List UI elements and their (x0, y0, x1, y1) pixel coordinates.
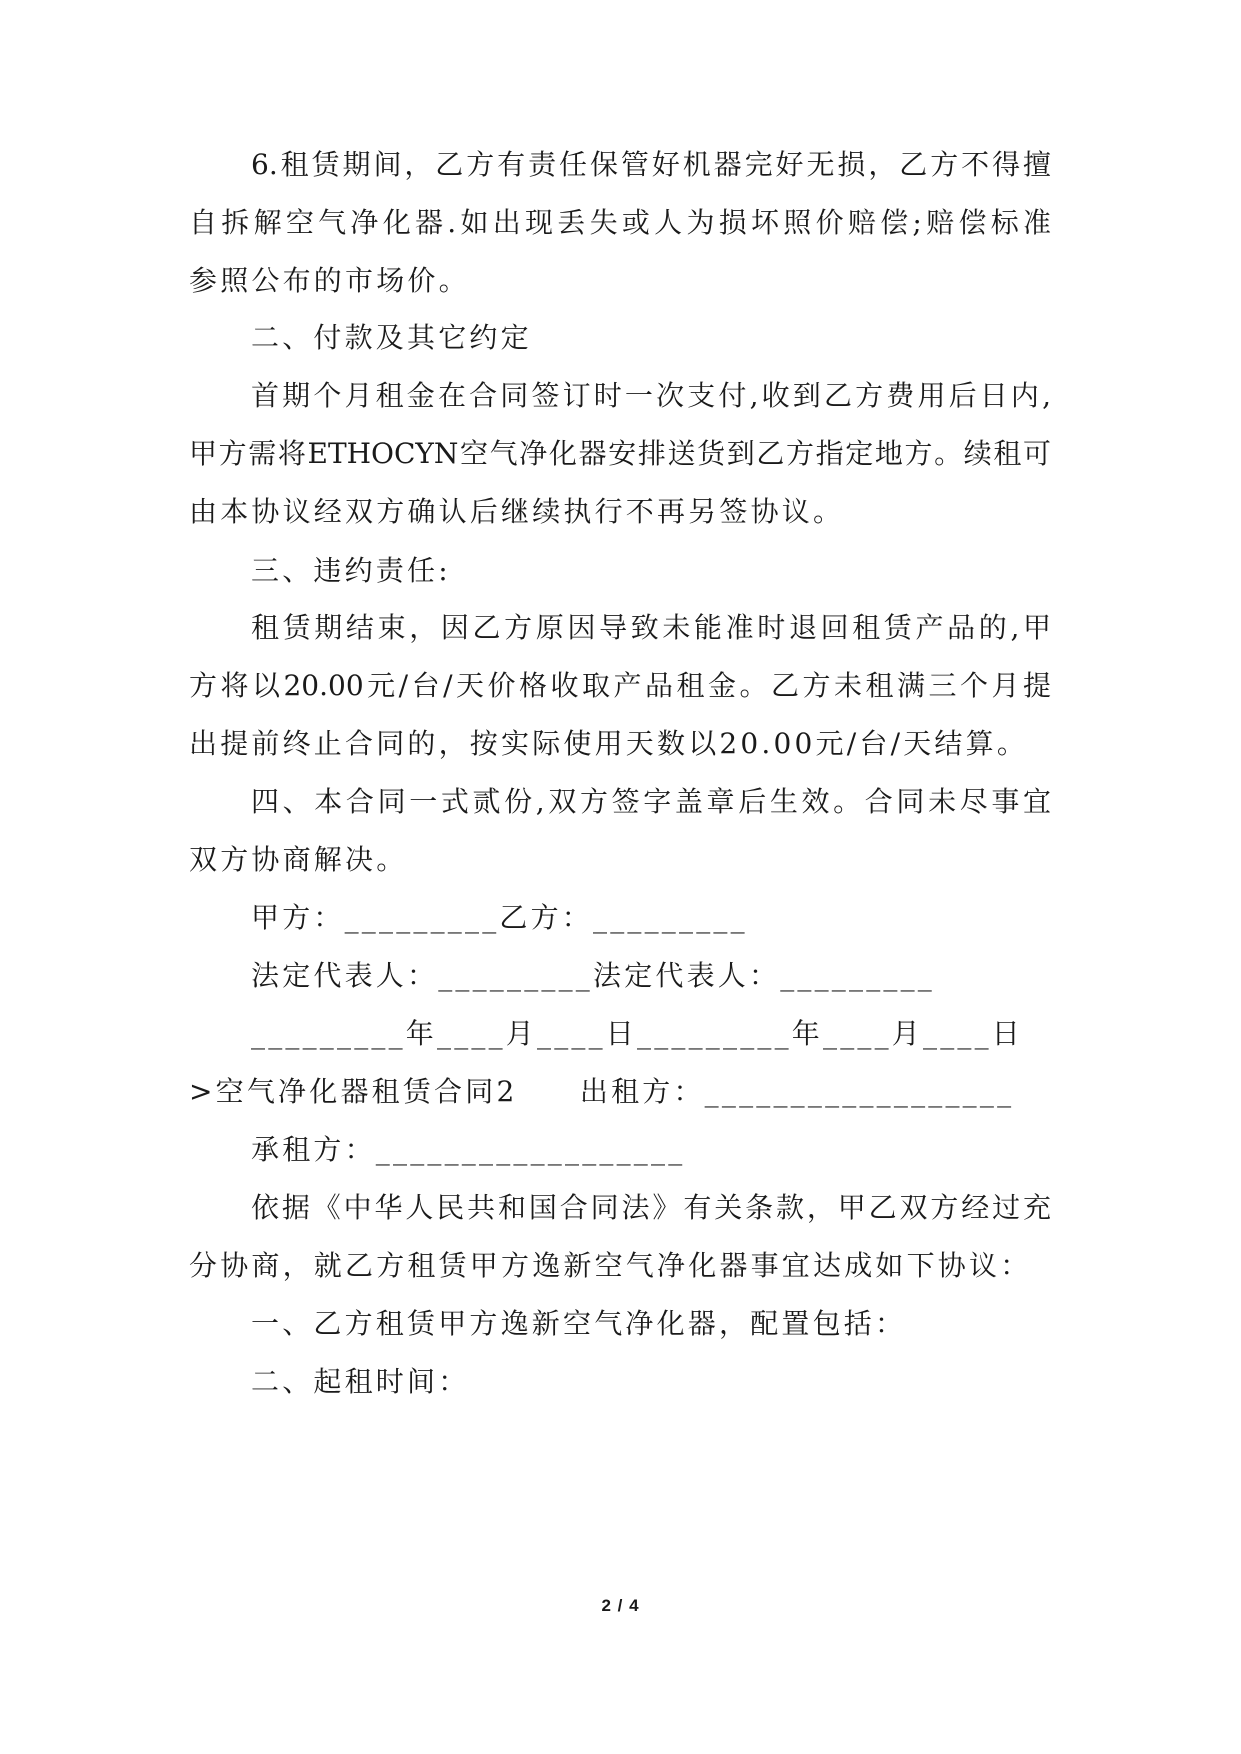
paragraph-line: 四、本合同一式贰份,双方签字盖章后生效。合同未尽事宜 (251, 785, 1051, 818)
paragraph-line: 由本协议经双方确认后继续执行不再另签协议。 (189, 495, 845, 528)
paragraph-line: 甲方需将ETHOCYN空气净化器安排送货到乙方指定地方。续租可 (189, 437, 1051, 470)
paragraph-line: 租赁期结束，因乙方原因导致未能准时退回租赁产品的,甲 (251, 611, 1051, 644)
paragraph-line: 自拆解空气净化器.如出现丢失或人为损坏照价赔偿;赔偿标准 (189, 206, 1051, 239)
paragraph-line: 6.租赁期间，乙方有责任保管好机器完好无损，乙方不得擅 (251, 148, 1051, 181)
date-line: _________年____月____日_________年____月____日 (251, 1017, 1024, 1050)
paragraph-line: 首期个月租金在合同签订时一次支付,收到乙方费用后日内, (251, 379, 1051, 412)
section-heading: 三、违约责任: (251, 554, 451, 587)
signature-line: 承租方：__________________ (251, 1133, 686, 1166)
paragraph-line: 分协商，就乙方租赁甲方逸新空气净化器事宜达成如下协议： (189, 1249, 1032, 1282)
paragraph-line: 参照公布的市场价。 (189, 264, 470, 297)
section-heading: 二、付款及其它约定 (251, 321, 532, 354)
signature-line: 法定代表人：_________法定代表人：_________ (251, 959, 936, 992)
paragraph-line: 出提前终止合同的，按实际使用天数以20.00元/台/天结算。 (189, 727, 1029, 760)
paragraph-line: 双方协商解决。 (189, 843, 408, 876)
page-number: 2 / 4 (601, 1596, 640, 1615)
section-heading: 一、乙方租赁甲方逸新空气净化器，配置包括： (251, 1307, 907, 1340)
contract-title-line: >空气净化器租赁合同2 出租方：__________________ (189, 1075, 1015, 1108)
signature-line: 甲方：_________乙方：_________ (251, 901, 748, 934)
section-heading: 二、起租时间： (251, 1365, 470, 1398)
paragraph-line: 依据《中华人民共和国合同法》有关条款，甲乙双方经过充 (251, 1191, 1051, 1224)
paragraph-line: 方将以20.00元/台/天价格收取产品租金。乙方未租满三个月提 (189, 669, 1051, 702)
